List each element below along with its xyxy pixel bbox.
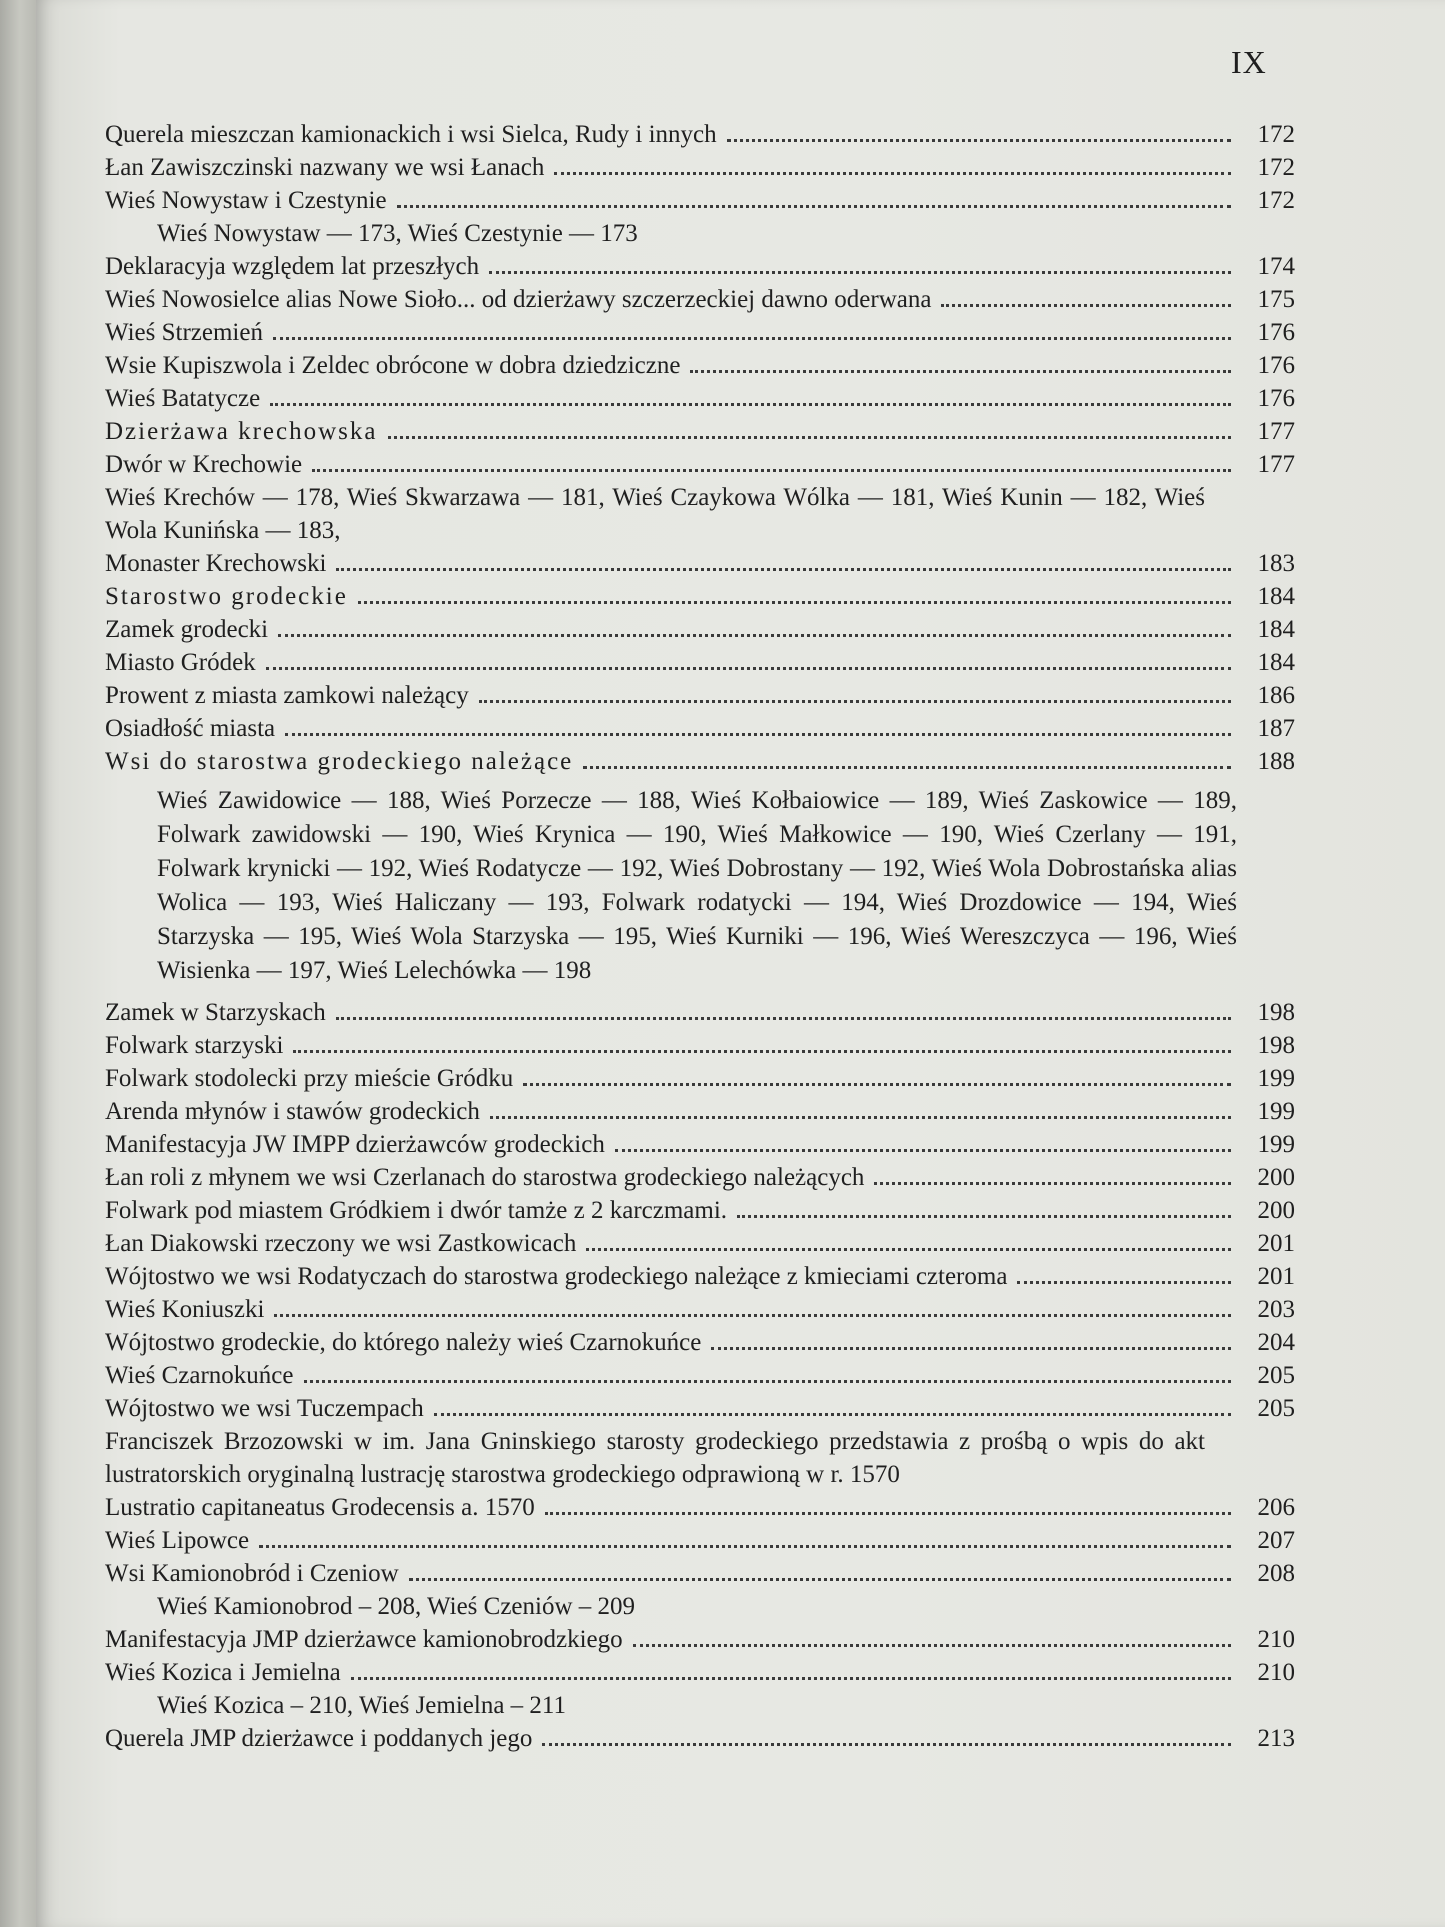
toc-entry — [105, 1326, 1295, 1359]
toc-entry — [105, 448, 1295, 481]
toc-entry-title: Manifestacyja JMP dzierżawce kamionobrodzkiego — [105, 1626, 623, 1653]
toc-entry-title: Folwark pod miastem Gródkiem i dwór tamże z 2 karczmami. — [105, 1197, 728, 1224]
toc-entry-page: 201 — [1257, 1230, 1295, 1257]
toc-entry — [105, 1392, 1295, 1425]
dot-leader — [358, 601, 1231, 604]
toc-entry — [105, 118, 1295, 151]
toc-entry-title: Łan roli z młynem we wsi Czerlanach do starostwa grodeckiego należących — [105, 1164, 865, 1191]
dot-leader — [545, 1512, 1231, 1515]
toc-entry — [105, 646, 1295, 679]
toc-entry-title: Wieś Nowystaw i Czestynie — [105, 187, 387, 214]
toc-entry-page: 200 — [1257, 1197, 1295, 1224]
dot-leader — [336, 1017, 1231, 1020]
toc-entry-page: 184 — [1257, 649, 1295, 676]
dot-leader — [711, 1347, 1231, 1350]
toc-entry-page: 210 — [1257, 1659, 1295, 1686]
dot-leader — [351, 1677, 1231, 1680]
toc-entry — [105, 613, 1295, 646]
toc-entry-page: 199 — [1257, 1098, 1295, 1125]
toc-entry-title: Wieś Strzemień — [105, 319, 263, 346]
toc-entry-title: Łan Zawiszczinski nazwany we wsi Łanach — [105, 154, 545, 181]
dot-leader — [259, 1545, 1231, 1548]
toc-entry — [105, 1128, 1295, 1161]
toc-entry — [105, 382, 1295, 415]
dot-leader — [583, 766, 1231, 769]
toc-entry-page: 174 — [1257, 253, 1295, 280]
toc-entry — [105, 1293, 1295, 1326]
dot-leader — [690, 370, 1231, 373]
dot-leader — [434, 1413, 1231, 1416]
toc-entry-title: Wieś Koniuszki — [105, 1296, 265, 1323]
toc-entry-page: 208 — [1257, 1560, 1295, 1587]
toc-entry-title: Zamek grodecki — [105, 616, 269, 643]
toc-entry — [105, 547, 1295, 580]
toc-entry — [105, 1095, 1295, 1128]
toc-entry-title: Arenda młynów i stawów grodeckich — [105, 1098, 480, 1125]
toc-entry-title: Querela mieszczan kamionackich i wsi Sielca, Rudy i innych — [105, 121, 717, 148]
toc-entry-page: 201 — [1257, 1263, 1295, 1290]
toc-entry — [105, 1557, 1295, 1590]
toc-entry-page: 186 — [1257, 682, 1295, 709]
toc-entry-page: 184 — [1257, 583, 1295, 610]
toc-entry — [105, 283, 1295, 316]
toc-entry-title: Wsi do starostwa grodeckiego należące — [105, 748, 574, 775]
toc-entry-title: Folwark starzyski — [105, 1032, 284, 1059]
toc-entry-page: 183 — [1257, 550, 1295, 577]
toc-entry-page: 198 — [1257, 1032, 1295, 1059]
dot-leader — [633, 1644, 1231, 1647]
toc-entry-title: Wsi Kamionobród i Czeniow — [105, 1560, 399, 1587]
toc-entry — [105, 1359, 1295, 1392]
toc-subentry-list: Wieś Zawidowice — 188, Wieś Porzecze — 188, Wieś Kołbaiowice — 189, Wieś Zaskowice — 189, Folwark zawidowski — 190, Wieś Krynica — 190, Wieś Małkowice — 190, Wieś Czerlany — 191, Folwark krynicki — 192, Wieś Rodatycze — 192, Wieś Dobrostany — 192, Wieś Wola Dobrostańska alias Wolica — 193, Wieś Haliczany — 193, Folwark rodatycki — 194, Wieś Drozdowice — 194, Wieś Starzyska — 195, Wieś Wola Starzyska — 195, Wieś Kurniki — 196, Wieś Wereszczyca — 196, Wieś Wisienka — 197, Wieś Lelechówka — 198 — [157, 787, 1237, 984]
toc-entry-title: Wójtostwo we wsi Rodatyczach do starostwa grodeckiego należące z kmieciami czteroma — [105, 1263, 1008, 1290]
toc-entry-title: Wójtostwo grodeckie, do którego należy wieś Czarnokuńce — [105, 1329, 702, 1356]
toc-entry-title: Folwark stodolecki przy mieście Gródku — [105, 1065, 514, 1092]
dot-leader — [615, 1149, 1231, 1152]
toc-entry — [105, 151, 1295, 184]
toc-entry-page: 203 — [1257, 1296, 1295, 1323]
toc-entry-title: Wójtostwo we wsi Tuczempach — [105, 1395, 424, 1422]
dot-leader — [490, 1116, 1231, 1119]
toc-entry-page: 188 — [1257, 748, 1295, 775]
toc-entry-title: Manifestacyja JW IMPP dzierżawców grodeckich — [105, 1131, 605, 1158]
toc-entry-page: 172 — [1257, 154, 1295, 181]
toc-entry-title: Starostwo grodeckie — [105, 583, 348, 610]
toc-entry-page: 176 — [1257, 385, 1295, 412]
toc-entry — [105, 745, 1295, 778]
toc-subentry: Wieś Nowystaw — 173, Wieś Czestynie — 173 — [157, 220, 638, 247]
book-gutter — [0, 0, 36, 1927]
dot-leader — [542, 1743, 1231, 1746]
toc-entry-title: Dwór w Krechowie — [105, 451, 303, 478]
page-number: IX — [1231, 44, 1267, 80]
toc-entry — [105, 316, 1295, 349]
dot-leader — [274, 1314, 1231, 1317]
toc-entry-title: Wieś Lipowce — [105, 1527, 250, 1554]
dot-leader — [270, 403, 1231, 406]
toc-entry-page: 213 — [1257, 1725, 1295, 1752]
dot-leader — [273, 337, 1231, 340]
toc-entry — [105, 250, 1295, 283]
toc-entry-title: Miasto Gródek — [105, 649, 256, 676]
dot-leader — [1017, 1281, 1231, 1284]
toc-entry-page: 176 — [1257, 319, 1295, 346]
toc-entry-title: Wieś Nowosielce alias Nowe Sioło... od dzierżawy szczerzeckiej dawno oderwana — [105, 286, 932, 313]
toc-entry-title: Zamek w Starzyskach — [105, 999, 326, 1026]
toc-entry — [105, 1062, 1295, 1095]
toc-entry-title: Dzierżawa krechowska — [105, 418, 378, 445]
toc-entry-title: Prowent z miasta zamkowi należący — [105, 682, 469, 709]
toc-entry-title: Wieś Kozica i Jemielna — [105, 1659, 341, 1686]
dot-leader — [336, 568, 1231, 571]
dot-leader — [489, 271, 1231, 274]
dot-leader — [554, 172, 1231, 175]
toc-entry-title: Querela JMP dzierżawce i poddanych jego — [105, 1725, 533, 1752]
table-of-contents — [105, 118, 1295, 1755]
toc-entry-page: 200 — [1257, 1164, 1295, 1191]
toc-entry-page: 204 — [1257, 1329, 1295, 1356]
toc-entry — [105, 679, 1295, 712]
toc-entry-page: 199 — [1257, 1065, 1295, 1092]
toc-entry — [105, 1524, 1295, 1557]
dot-leader — [278, 634, 1231, 637]
toc-entry-page: 199 — [1257, 1131, 1295, 1158]
dot-leader — [479, 700, 1231, 703]
toc-entry — [105, 1656, 1295, 1689]
toc-subentry: Wieś Kamionobrod – 208, Wieś Czeniów – 209 — [157, 1593, 636, 1620]
toc-entry — [105, 1260, 1295, 1293]
toc-entry — [105, 1623, 1295, 1656]
toc-entry-page: 205 — [1257, 1362, 1295, 1389]
toc-entry-page: 205 — [1257, 1395, 1295, 1422]
toc-entry-title: Łan Diakowski rzeczony we wsi Zastkowicach — [105, 1230, 577, 1257]
toc-entry-title: Lustratio capitaneatus Grodecensis a. 1570 — [105, 1494, 535, 1521]
toc-entry-page: 175 — [1257, 286, 1295, 313]
toc-entry — [105, 1227, 1295, 1260]
toc-entry-page: 176 — [1257, 352, 1295, 379]
toc-entry-title: Wsie Kupiszwola i Zeldec obrócone w dobra dziedziczne — [105, 352, 681, 379]
toc-subentry: Wieś Kozica – 210, Wieś Jemielna – 211 — [157, 1692, 566, 1719]
dot-leader — [409, 1578, 1231, 1581]
toc-entry-page: 206 — [1257, 1494, 1295, 1521]
dot-leader — [304, 1380, 1231, 1383]
dot-leader — [266, 667, 1231, 670]
dot-leader — [397, 205, 1231, 208]
toc-entry-title: Osiadłość miasta — [105, 715, 276, 742]
dot-leader — [312, 469, 1231, 472]
toc-entry-title: Wieś Batatycze — [105, 385, 261, 412]
dot-leader — [586, 1248, 1231, 1251]
toc-entry — [105, 712, 1295, 745]
toc-entry — [105, 996, 1295, 1029]
toc-entry — [105, 1161, 1295, 1194]
toc-entry-page: 198 — [1257, 999, 1295, 1026]
toc-entry-page: 210 — [1257, 1626, 1295, 1653]
toc-entry-page: 187 — [1257, 715, 1295, 742]
toc-entry — [105, 349, 1295, 382]
toc-entry — [105, 1029, 1295, 1062]
dot-leader — [523, 1083, 1231, 1086]
toc-paragraph-entry: Wieś Krechów — 178, Wieś Skwarzawa — 181, Wieś Czaykowa Wólka — 181, Wieś Kunin — 182, Wieś Wola Kunińska — 183, — [105, 484, 1205, 544]
dot-leader — [941, 304, 1231, 307]
toc-entry-page: 172 — [1257, 121, 1295, 148]
toc-entry-title: Monaster Krechowski — [105, 550, 327, 577]
toc-entry-page: 177 — [1257, 451, 1295, 478]
toc-entry — [105, 1722, 1295, 1755]
toc-entry — [105, 415, 1295, 448]
dot-leader — [727, 139, 1231, 142]
dot-leader — [388, 436, 1231, 439]
toc-entry-page: 172 — [1257, 187, 1295, 214]
dot-leader — [874, 1182, 1231, 1185]
toc-paragraph-entry: Franciszek Brzozowski w im. Jana Gninskiego starosty grodeckiego przedstawia z prośbą o wpis do akt lustratorskich oryginalną lustrację starostwa grodeckiego odprawioną w r. 1570 — [105, 1428, 1205, 1488]
toc-entry — [105, 580, 1295, 613]
toc-entry-page: 184 — [1257, 616, 1295, 643]
toc-entry-page: 207 — [1257, 1527, 1295, 1554]
toc-entry-title: Wieś Czarnokuńce — [105, 1362, 294, 1389]
dot-leader — [285, 733, 1231, 736]
toc-entry — [105, 1194, 1295, 1227]
toc-entry — [105, 1491, 1295, 1524]
toc-entry-title: Deklaracyja względem lat przeszłych — [105, 253, 480, 280]
dot-leader — [293, 1050, 1231, 1053]
toc-entry — [105, 184, 1295, 217]
dot-leader — [737, 1215, 1231, 1218]
toc-entry-page: 177 — [1257, 418, 1295, 445]
